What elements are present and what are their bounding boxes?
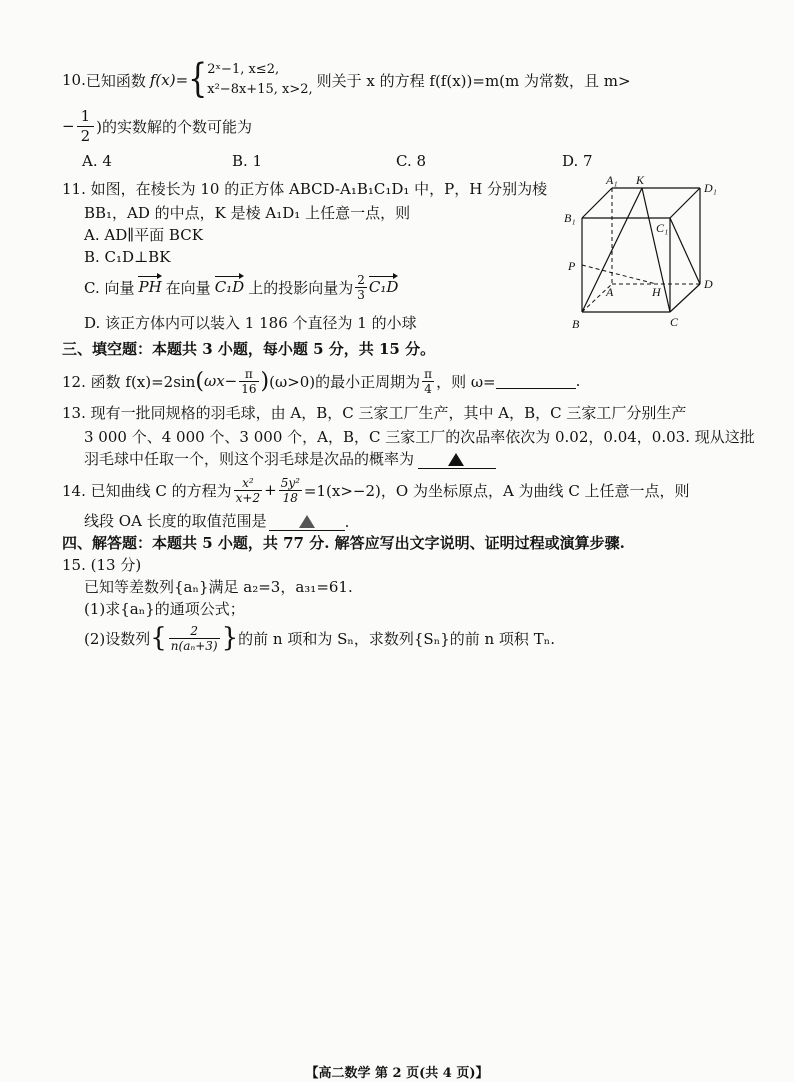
q14-frac2-num: 5y² (280, 475, 300, 490)
q10-half-num: 1 (77, 109, 95, 127)
q11-option-b: B. C₁D⊥BK (84, 248, 171, 266)
label-p: P (568, 259, 576, 273)
q15-line1: 已知等差数列{aₙ}满足 a₂=3，a₃₁=61. (84, 578, 353, 596)
q12-frac-den: 16 (241, 381, 257, 396)
q12-mid: (ω>0)的最小正周期为 (269, 372, 421, 391)
q10-line2-post: )的实数解的个数可能为 (96, 117, 252, 136)
q10-line2 (62, 108, 252, 144)
label-h: H (652, 285, 661, 299)
segment-c1d (670, 218, 700, 284)
q12-paren-open: ( (195, 368, 204, 394)
q14-frac1 (234, 477, 262, 504)
q15-part2 (84, 618, 555, 658)
q10-option-d: D. 7 (562, 152, 593, 170)
section-4-heading: 四、解答题：本题共 5 小题，共 77 分. 解答应写出文字说明、证明过程或演算步骤. (62, 534, 625, 552)
label-a: A (606, 285, 614, 299)
q14-pre: 14. 已知曲线 C 的方程为 (62, 481, 232, 500)
q11-c-frac-den: 3 (357, 287, 365, 302)
label-a1: A₁ (606, 173, 618, 187)
q15-brace-close: } (221, 623, 239, 653)
q11-c-mid2: 上的投影向量为 (248, 278, 354, 297)
q10-half-den: 2 (80, 126, 91, 145)
q15-frac-num: 2 (169, 625, 220, 639)
q12-pre: 12. 函数 f(x)=2sin (62, 372, 196, 391)
q11-vec-c1d: C₁D (214, 278, 245, 296)
cube-edge (670, 188, 700, 218)
label-d1: D₁ (704, 181, 717, 195)
q11-vec-ph: PH (138, 278, 162, 296)
q10-case2: x²−8x+15, x>2, (207, 82, 313, 97)
q14-answer-blank[interactable] (269, 514, 345, 531)
label-k: K (636, 173, 645, 187)
q11-option-a: A. AD∥平面 BCK (84, 226, 203, 244)
q15-frac (169, 625, 220, 652)
q14-frac2 (279, 477, 302, 504)
q10-option-a: A. 4 (82, 152, 112, 170)
q15-frac-den: n(aₙ+3) (170, 638, 218, 653)
cube-edge (670, 284, 700, 312)
q10-line1 (62, 58, 631, 102)
q15-part2-post: 的前 n 项和为 Sₙ，求数列{Sₙ}的前 n 项积 Tₙ. (238, 629, 555, 648)
q12-end: . (575, 372, 581, 390)
segment-ph (582, 265, 656, 284)
q10-half (77, 106, 95, 145)
q10-option-b: B. 1 (232, 152, 263, 170)
q10-option-c: C. 8 (396, 152, 427, 170)
q14-end: . (344, 513, 350, 531)
label-c: C (670, 315, 679, 329)
q11-vec-c1d-2: C₁D (368, 278, 399, 296)
q12-frac2-den: 4 (424, 381, 432, 396)
q14-frac1-den: x+2 (235, 490, 261, 505)
q10-post: 则关于 x 的方程 f(f(x))=m(m 为常数，且 m> (316, 71, 631, 90)
q15-part2-pre: (2)设数列 (84, 629, 151, 648)
q13-line3 (84, 448, 496, 469)
q12-frac2-num: π (424, 366, 433, 381)
q10-cases (207, 60, 312, 100)
q13-line2: 3 000 个、4 000 个、3 000 个，A，B，C 三家工厂的次品率依次为 0.02，0.04，0.03. 现从这批 (84, 428, 755, 446)
placeholder-triangle-icon (299, 515, 315, 528)
q14-line2-text: 线段 OA 长度的取值范围是 (84, 512, 267, 530)
q10-brace: { (188, 56, 208, 103)
label-d: D (704, 277, 713, 291)
q12-paren-close: ) (260, 368, 270, 394)
q11-option-c (84, 270, 398, 304)
q11-c-mid: 在向量 (165, 278, 211, 297)
q13-line1: 13. 现有一批同规格的羽毛球，由 A，B，C 三家工厂生产，其中 A，B，C 三家工厂分别生产 (62, 404, 687, 422)
q11-c-frac (355, 274, 367, 301)
q11-c-frac-num: 2 (357, 272, 365, 287)
q13-line3-text: 羽毛球中任取一个，则这个羽毛球是次品的概率为 (84, 450, 415, 468)
q10-number: 10. (62, 71, 86, 89)
q14-frac1-num: x² (234, 477, 262, 491)
q11-line1: 11. 如图，在棱长为 10 的正方体 ABCD-A₁B₁C₁D₁ 中，P，H 分别为棱 (62, 180, 548, 198)
q12-post: ，则 ω= (436, 372, 496, 391)
placeholder-triangle-icon (448, 453, 464, 466)
label-b1: B₁ (564, 211, 576, 225)
q14-plus: + (264, 481, 277, 499)
q14-frac2-den: 18 (282, 490, 298, 505)
q15-head: 15. (13 分) (62, 556, 142, 574)
q10-pre: 已知函数 (85, 71, 146, 90)
q14-line1 (62, 470, 690, 510)
q13-answer-blank[interactable] (418, 452, 496, 469)
q14-line2 (84, 510, 349, 531)
q11-option-d: D. 该正方体内可以装入 1 186 个直径为 1 的小球 (84, 314, 417, 332)
q12-frac-num: π (239, 368, 258, 382)
q12-answer-blank[interactable] (496, 374, 576, 389)
label-b: B (572, 317, 580, 331)
q12-frac (239, 368, 258, 395)
q12 (62, 362, 580, 400)
page-footer: 【高二数学 第 2 页(共 4 页)】 (305, 1066, 489, 1081)
q10-fx: f(x)= (149, 71, 189, 89)
q10-minus: − (62, 117, 75, 135)
q15-brace-open: { (150, 623, 167, 653)
cube-figure (560, 172, 740, 332)
q15-part1: (1)求{aₙ}的通项公式； (84, 600, 245, 618)
cube-edge (582, 188, 612, 218)
section-3-heading: 三、填空题：本题共 3 小题，每小题 5 分，共 15 分。 (62, 340, 436, 358)
q11-line2: BB₁，AD 的中点，K 是棱 A₁D₁ 上任意一点，则 (84, 204, 411, 222)
q12-frac2 (422, 368, 434, 395)
q14-post: =1(x>−2)，O 为坐标原点，A 为曲线 C 上任意一点，则 (303, 481, 690, 500)
label-c1: C₁ (656, 221, 669, 235)
q11-c-pre: C. 向量 (84, 278, 135, 297)
q12-inner: ωx− (203, 372, 238, 390)
q10-case1: 2ˣ−1, x≤2, (207, 62, 280, 77)
